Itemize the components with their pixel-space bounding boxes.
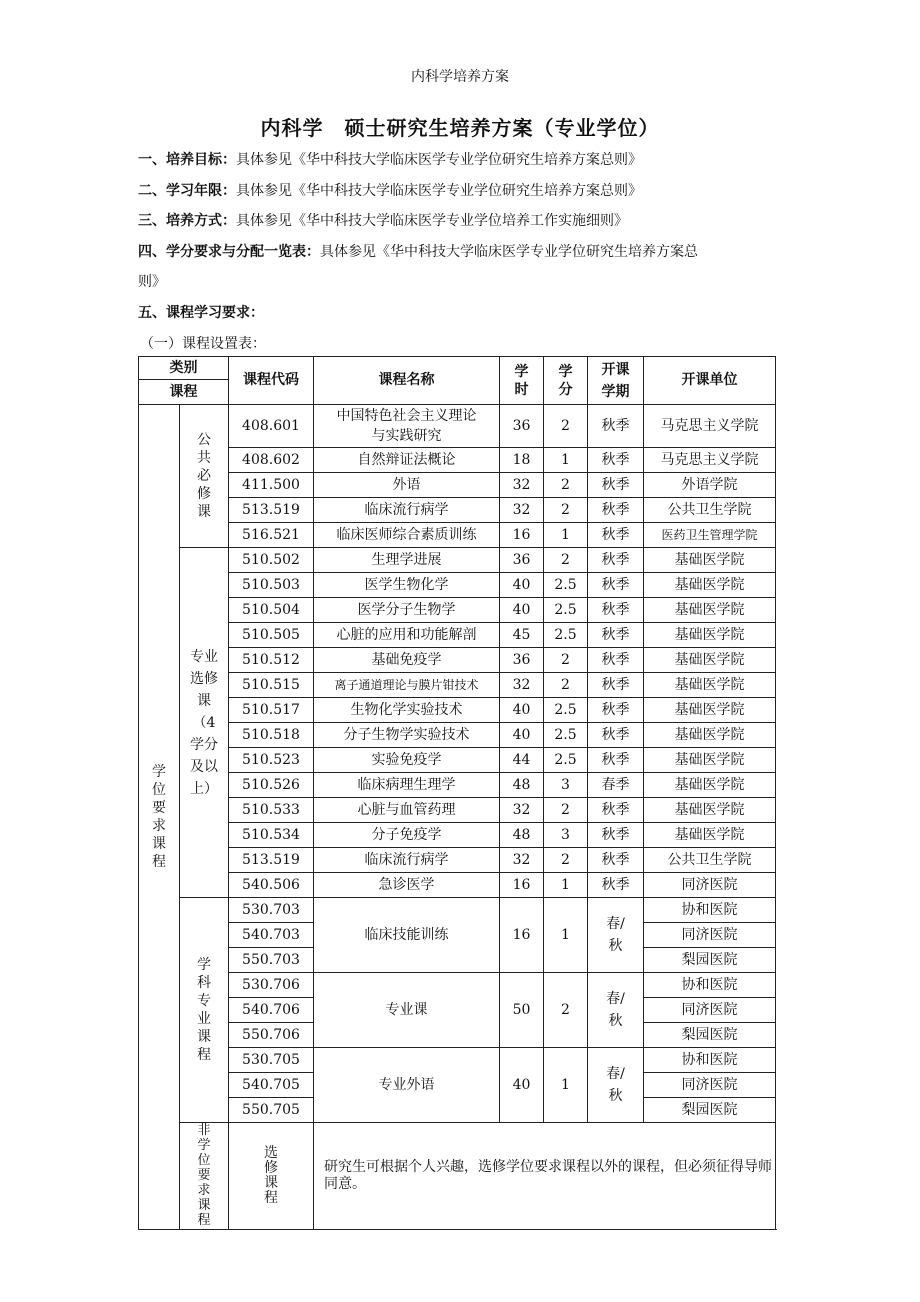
header-credits [544,357,588,405]
cell-hours: 50 [500,973,544,1048]
cell-unit: 基础医学院 [644,723,776,748]
running-header: 内科学培养方案 [411,69,509,85]
subgroup-discipline [180,898,229,1123]
cell-name: 实验免疫学 [314,748,500,773]
cell-credits: 2.5 [544,748,588,773]
cell-term [588,973,644,1048]
cell-unit: 梨园医院 [644,1098,776,1123]
cell-code: 510.505 [229,623,314,648]
cell-credits: 2 [544,548,588,573]
cell-code: 516.521 [229,523,314,548]
header-credits-text: 学分 [558,363,573,398]
cell-term: 秋季 [588,573,644,598]
cell-unit: 同济医院 [644,923,776,948]
cell-unit: 基础医学院 [644,698,776,723]
cell-hours: 36 [500,648,544,673]
cell-credits: 2 [544,648,588,673]
cell-hours: 40 [500,1048,544,1123]
cell-hours: 32 [500,798,544,823]
cell-unit: 梨园医院 [644,1023,776,1048]
cell-code: 510.533 [229,798,314,823]
cell-credits: 2 [544,498,588,523]
cell-term-text: 春/秋 [606,916,625,954]
cell-unit: 梨园医院 [644,948,776,973]
nondegree-note: 研究生可根据个人兴趣，选修学位要求课程以外的课程，但必须征得导师同意。 [314,1123,776,1230]
section-4-text: 具体参见《华中科技大学临床医学专业学位研究生培养方案总 [320,244,698,260]
cell-hours: 18 [500,448,544,473]
course-table [138,356,776,1230]
cell-unit: 马克思主义学院 [644,405,776,448]
header-category: 类别 [139,357,229,380]
cell-name: 外语 [314,473,500,498]
cell-unit: 同济医院 [644,998,776,1023]
cell-term [588,1048,644,1123]
cell-term: 春季 [588,773,644,798]
cell-name: 临床流行病学 [314,498,500,523]
cell-code: 510.517 [229,698,314,723]
cell-name: 分子生物学实验技术 [314,723,500,748]
cell-term: 秋季 [588,673,644,698]
cell-unit: 基础医学院 [644,548,776,573]
cell-unit: 基础医学院 [644,798,776,823]
group-degree-required-text: 学位要求课程 [152,764,166,870]
cell-credits: 2 [544,473,588,498]
cell-hours: 16 [500,898,544,973]
cell-unit: 协和医院 [644,1048,776,1073]
group-nondegree [180,1123,229,1230]
cell-name: 专业外语 [314,1048,500,1123]
cell-name: 基础免疫学 [314,648,500,673]
cell-term: 秋季 [588,848,644,873]
cell-unit: 基础医学院 [644,823,776,848]
cell-code: 408.601 [229,405,314,448]
cell-code: 510.518 [229,723,314,748]
cell-hours: 40 [500,723,544,748]
cell-hours: 32 [500,498,544,523]
cell-name: 生物化学实验技术 [314,698,500,723]
cell-term: 秋季 [588,473,644,498]
cell-credits: 1 [544,1048,588,1123]
cell-hours: 16 [500,523,544,548]
cell-unit: 协和医院 [644,973,776,998]
subgroup-optional [229,1123,314,1230]
subgroup-discipline-text: 学科专业课程 [197,957,211,1063]
cell-code: 510.526 [229,773,314,798]
cell-unit: 基础医学院 [644,623,776,648]
cell-unit: 医药卫生管理学院 [644,523,776,548]
cell-code: 550.703 [229,948,314,973]
section-3 [138,211,788,231]
section-4 [138,242,788,262]
cell-code: 513.519 [229,848,314,873]
cell-unit: 基础医学院 [644,773,776,798]
cell-unit: 基础医学院 [644,673,776,698]
cell-credits: 2.5 [544,623,588,648]
cell-name: 生理学进展 [314,548,500,573]
cell-code: 513.519 [229,498,314,523]
cell-term: 秋季 [588,798,644,823]
cell-term: 秋季 [588,873,644,898]
cell-code: 530.705 [229,1048,314,1073]
cell-credits: 1 [544,873,588,898]
section-1-label: 一、培养目标： [138,152,236,168]
section-1 [138,150,788,170]
subgroup-public [180,405,229,548]
section-4-continued: 则》 [138,274,166,290]
cell-credits: 1 [544,898,588,973]
cell-term: 秋季 [588,748,644,773]
cell-code: 550.705 [229,1098,314,1123]
cell-hours: 48 [500,823,544,848]
cell-unit: 基础医学院 [644,748,776,773]
cell-credits: 3 [544,773,588,798]
cell-hours: 36 [500,548,544,573]
cell-unit: 公共卫生学院 [644,848,776,873]
cell-name: 临床流行病学 [314,848,500,873]
cell-code: 550.706 [229,1023,314,1048]
header-hours-text: 学时 [514,363,529,398]
cell-hours: 40 [500,598,544,623]
cell-code: 510.534 [229,823,314,848]
cell-name: 临床技能训练 [314,898,500,973]
cell-code: 510.503 [229,573,314,598]
section-2-label: 二、学习年限： [138,183,236,199]
cell-term: 秋季 [588,623,644,648]
cell-code: 540.703 [229,923,314,948]
cell-unit: 基础医学院 [644,573,776,598]
cell-code: 530.703 [229,898,314,923]
group-degree-required [139,405,180,1230]
cell-name: 自然辩证法概论 [314,448,500,473]
cell-credits: 2 [544,405,588,448]
cell-code: 510.512 [229,648,314,673]
cell-credits: 2.5 [544,598,588,623]
cell-hours: 44 [500,748,544,773]
cell-unit: 基础医学院 [644,648,776,673]
header-term [588,357,644,405]
cell-name: 临床医师综合素质训练 [314,523,500,548]
header-term-text: 开课学期 [601,361,630,400]
cell-credits: 2.5 [544,573,588,598]
cell-credits: 2 [544,798,588,823]
header-name: 课程名称 [314,357,500,405]
cell-unit: 公共卫生学院 [644,498,776,523]
cell-term-text: 春/秋 [606,1066,625,1104]
header-hours [500,357,544,405]
cell-term: 秋季 [588,823,644,848]
table-caption: （一）课程设置表： [140,336,266,352]
cell-name-text: 中国特色社会主义理论与实践研究 [336,408,477,444]
section-3-label: 三、培养方式： [138,213,236,229]
cell-name: 临床病理生理学 [314,773,500,798]
cell-term: 秋季 [588,523,644,548]
cell-name: 医学生物化学 [314,573,500,598]
subgroup-elective-text: 专业选修课（4学分及以上） [190,648,218,797]
cell-code: 540.506 [229,873,314,898]
cell-code: 411.500 [229,473,314,498]
cell-code: 408.602 [229,448,314,473]
cell-term: 秋季 [588,648,644,673]
cell-hours: 48 [500,773,544,798]
group-nondegree-text: 非学位要求课程 [197,1123,211,1228]
cell-name: 心脏的应用和功能解剖 [314,623,500,648]
cell-hours: 40 [500,698,544,723]
cell-term: 秋季 [588,698,644,723]
cell-unit: 同济医院 [644,873,776,898]
cell-unit: 基础医学院 [644,598,776,623]
section-1-text: 具体参见《华中科技大学临床医学专业学位研究生培养方案总则》 [236,152,642,168]
cell-code: 530.706 [229,973,314,998]
cell-name: 急诊医学 [314,873,500,898]
cell-hours: 36 [500,405,544,448]
cell-term: 秋季 [588,405,644,448]
cell-term: 秋季 [588,548,644,573]
cell-credits: 2.5 [544,723,588,748]
cell-term: 秋季 [588,723,644,748]
cell-hours: 32 [500,473,544,498]
cell-hours: 32 [500,848,544,873]
cell-code: 540.706 [229,998,314,1023]
cell-hours: 45 [500,623,544,648]
section-5 [138,303,788,323]
cell-name: 分子免疫学 [314,823,500,848]
header-course: 课程 [139,380,229,405]
cell-term-text: 春/秋 [606,991,625,1029]
cell-name: 心脏与血管药理 [314,798,500,823]
section-2 [138,181,788,201]
subgroup-public-text: 公共必修课 [197,432,211,520]
cell-hours: 40 [500,573,544,598]
section-2-text: 具体参见《华中科技大学临床医学专业学位研究生培养方案总则》 [236,183,642,199]
section-3-text: 具体参见《华中科技大学临床医学专业学位培养工作实施细则》 [236,213,628,229]
cell-credits: 1 [544,523,588,548]
cell-code: 540.705 [229,1073,314,1098]
cell-hours: 16 [500,873,544,898]
cell-unit: 同济医院 [644,1073,776,1098]
cell-name: 医学分子生物学 [314,598,500,623]
cell-unit: 马克思主义学院 [644,448,776,473]
cell-name [314,405,500,448]
cell-credits: 2.5 [544,698,588,723]
header-code: 课程代码 [229,357,314,405]
cell-term: 秋季 [588,498,644,523]
cell-credits: 3 [544,823,588,848]
cell-unit: 协和医院 [644,898,776,923]
cell-code: 510.504 [229,598,314,623]
cell-name: 离子通道理论与膜片钳技术 [314,673,500,698]
section-5-label: 五、课程学习要求： [138,305,264,321]
cell-credits: 2 [544,973,588,1048]
cell-unit: 外语学院 [644,473,776,498]
cell-name: 专业课 [314,973,500,1048]
header-unit: 开课单位 [644,357,776,405]
cell-credits: 2 [544,848,588,873]
cell-code: 510.523 [229,748,314,773]
cell-credits: 2 [544,673,588,698]
cell-hours: 32 [500,673,544,698]
cell-term: 秋季 [588,448,644,473]
page-title: 内科学 硕士研究生培养方案（专业学位） [260,116,660,140]
section-4-label: 四、学分要求与分配一览表： [138,244,320,260]
cell-code: 510.515 [229,673,314,698]
cell-term [588,898,644,973]
cell-term: 秋季 [588,598,644,623]
subgroup-optional-text: 选修课程 [264,1144,278,1206]
cell-code: 510.502 [229,548,314,573]
cell-credits: 1 [544,448,588,473]
subgroup-elective [180,548,229,898]
